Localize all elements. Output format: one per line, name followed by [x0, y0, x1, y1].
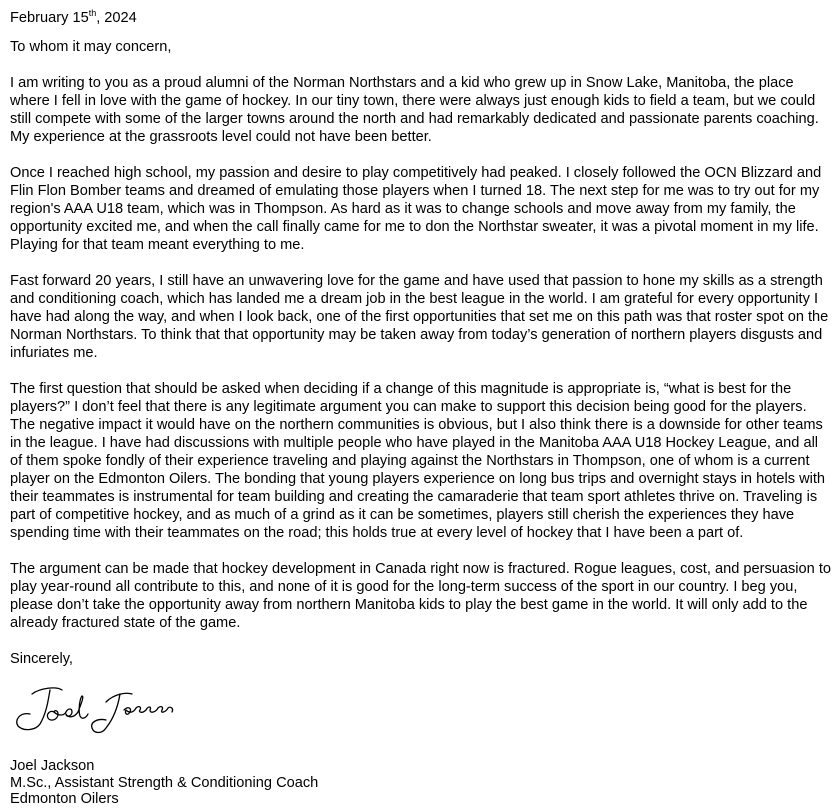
- date-suffix: th: [88, 8, 97, 18]
- paragraph-4: The first question that should be asked when deciding if a change of this magnitude is appropriate is, “what is best for the players?” I don’t feel that there is any legitimate argument you can make to support this decision being good for the players. The negative impact it would have on the northern communities is obvious, but I also think there is a downside for other teams in the league. I have had discussions with multiple people who have played in the Manitoba AAA U18 Hockey League, and all of them spoke fondly of their experience traveling and playing against the Northstars in Thompson, one of whom is a current player on the Edmonton Oilers. The bonding that young players experience on long bus trips and overnight stays in hotels with their teammates is instrumental for team building and creating the camaraderie that team sport athletes thrive on. Traveling is part of competitive hockey, and as much of a grind as it can be sometimes, players still cherish the experiences they have spending time with their teammates on the road; this holds true at every level of hockey that I have been a part of.: [10, 381, 826, 541]
- letter-date: [10, 9, 832, 27]
- closing: Sincerely,: [10, 651, 73, 667]
- signer-title: M.Sc., Assistant Strength & Conditioning Coach: [10, 774, 319, 791]
- signature-block: [10, 758, 318, 808]
- salutation: To whom it may concern,: [10, 39, 172, 55]
- paragraph-1: I am writing to you as a proud alumni of the Norman Northstars and a kid who grew up in Snow Lake, Manitoba, the place where I fell in love with the game of hockey. In our tiny town, there were always just enough kids to field a team, but we could still compete with some of the larger towns around the north and had remarkably dedicated and passionate parents coaching. My experience at the grassroots level could not have been better.: [10, 75, 819, 145]
- signer-organization: Edmonton Oilers: [10, 791, 119, 807]
- paragraph-5: The argument can be made that hockey development in Canada right now is fractured. Rogue leagues, cost, and persuasion to play year-round all contribute to this, and none of it is good for the long-term success of the sport in our country. I beg you, please don’t take the opportunity away from northern Manitoba kids to play the best game in the world. It will only add to the already fractured state of the game.: [10, 561, 831, 631]
- handwritten-signature: [10, 680, 180, 740]
- date-year: , 2024: [96, 10, 137, 26]
- paragraph-3: Fast forward 20 years, I still have an unwavering love for the game and have used that passion to hone my skills as a strength and conditioning coach, which has landed me a dream job in the best league in the world. I am grateful for every opportunity I have had along the way, and when I look back, one of the first opportunities that set me on this path was that roster spot on the Norman Northstars. To think that that opportunity may be taken away from today’s generation of northern players disgusts and infuriates me.: [10, 273, 829, 361]
- letter: [10, 0, 832, 807]
- paragraph-2: Once I reached high school, my passion and desire to play competitively had peaked. I closely followed the OCN Blizzard and Flin Flon Bomber teams and dreamed of emulating those players when I turned 18. The next step for me was to try out for my region's AAA U18 team, which was in Thompson. As hard as it was to change schools and move away from my family, the opportunity excited me, and when the call finally came for me to don the Northstar sweater, it was a pivotal moment in my life. Playing for that team meant everything to me.: [10, 165, 822, 253]
- signer-name: Joel Jackson: [10, 758, 95, 774]
- date-month-day: February 15: [10, 10, 89, 26]
